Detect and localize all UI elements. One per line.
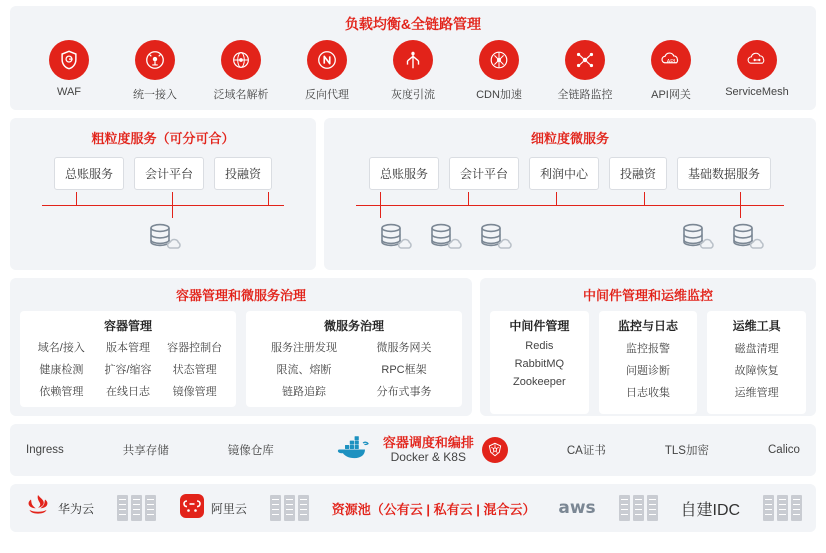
- container-governance-title: 容器管理和微服务治理: [175, 288, 306, 303]
- rack-icon: [647, 495, 658, 521]
- middleware-item[interactable]: Zookeeper: [513, 376, 566, 388]
- microservice-item[interactable]: 微服务网关: [376, 342, 432, 354]
- container-mgmt-item[interactable]: 扩容/缩容: [104, 364, 152, 376]
- top-item-label: ServiceMesh: [725, 86, 789, 98]
- top-band: [10, 6, 816, 110]
- service-chip[interactable]: 会计平台: [134, 157, 204, 190]
- microservice-item[interactable]: 服务注册发现: [271, 342, 337, 354]
- microservice-item[interactable]: 限流、熔断: [276, 364, 332, 376]
- fine-connector: [334, 192, 806, 218]
- top-item-label: WAF: [56, 86, 82, 98]
- service-chip[interactable]: 利润中心: [529, 157, 599, 190]
- rack-icon: [619, 495, 630, 521]
- container-mgmt-item[interactable]: 健康检测: [39, 364, 84, 376]
- container-mgmt-item[interactable]: 容器控制台: [167, 342, 223, 354]
- cloud-provider-huawei[interactable]: [24, 493, 94, 524]
- container-mgmt-item[interactable]: 版本管理: [105, 342, 150, 354]
- service-chip[interactable]: 总账服务: [54, 157, 124, 190]
- microservice-item[interactable]: 链路追踪: [282, 386, 326, 398]
- database-icon: [474, 220, 514, 256]
- card-title: 中间件管理: [509, 319, 570, 333]
- middleware-ops-title: 中间件管理和运维监控: [582, 288, 713, 303]
- top-item-label: 泛域名解析: [213, 89, 269, 101]
- coarse-connector: [20, 192, 306, 218]
- rack-icon: [763, 495, 774, 521]
- top-item-gray-release[interactable]: [370, 40, 456, 102]
- huawei-cloud-icon: [24, 493, 52, 524]
- fine-service-panel: [324, 118, 816, 270]
- top-item-label: CDN加速: [476, 89, 522, 101]
- database-icon: [374, 220, 414, 256]
- service-chip[interactable]: 投融资: [214, 157, 272, 190]
- middleware-item[interactable]: RabbitMQ: [514, 358, 565, 370]
- ops-item[interactable]: 运维管理: [734, 387, 779, 399]
- top-item-label: 统一接入: [133, 89, 177, 101]
- unified-access-icon: [135, 40, 175, 80]
- resource-pool-title: 资源池（公有云 | 私有云 | 混合云）: [331, 501, 536, 517]
- coarse-chip-row: [20, 157, 306, 190]
- server-racks: [619, 495, 658, 521]
- middleware-item[interactable]: Redis: [525, 340, 554, 352]
- shield-icon: [49, 40, 89, 80]
- gray-release-icon: [393, 40, 433, 80]
- database-icon: [143, 220, 183, 256]
- fine-service-title: 细粒度微服务: [530, 131, 609, 146]
- service-chip[interactable]: 基础数据服务: [677, 157, 771, 190]
- nginx-icon: [307, 40, 347, 80]
- fine-db-row: [334, 220, 806, 256]
- fine-chip-row: [334, 157, 806, 190]
- ops-item[interactable]: 故障恢复: [734, 365, 779, 377]
- server-racks: [117, 495, 156, 521]
- card-title: 运维工具: [732, 319, 781, 333]
- cloud-provider-name: 阿里云: [210, 501, 247, 516]
- microservice-governance-card: [246, 311, 462, 407]
- cloud-provider-aliyun[interactable]: [179, 493, 247, 524]
- card-title: 容器管理: [103, 319, 152, 333]
- monitoring-logs-column: [599, 311, 698, 414]
- microservice-item[interactable]: RPC框架: [381, 364, 427, 376]
- fine-db-group-left: [374, 220, 514, 256]
- container-mgmt-item[interactable]: 依赖管理: [39, 386, 84, 398]
- server-racks: [270, 495, 309, 521]
- container-mgmt-item[interactable]: 镜像管理: [172, 386, 217, 398]
- resource-pool-row: [10, 484, 816, 532]
- monitoring-item[interactable]: 监控报警: [626, 343, 670, 355]
- dns-icon: [221, 40, 261, 80]
- top-icon-row: [16, 40, 810, 102]
- self-built-idc-label: 自建IDC: [680, 501, 741, 519]
- container-mgmt-item[interactable]: 状态管理: [172, 364, 217, 376]
- cloud-provider-name: 华为云: [58, 501, 95, 516]
- top-item-label: 反向代理: [305, 89, 349, 101]
- service-chip[interactable]: 总账服务: [369, 157, 439, 190]
- top-item-unified-access[interactable]: [112, 40, 198, 102]
- top-item-api-gateway[interactable]: [628, 40, 714, 102]
- server-racks: [763, 495, 802, 521]
- ops-tools-column: [707, 311, 806, 414]
- container-mgmt-item[interactable]: 在线日志: [105, 386, 150, 398]
- orchestration-right-item[interactable]: CA证书: [566, 445, 606, 457]
- top-item-service-mesh[interactable]: [714, 40, 800, 102]
- service-chip[interactable]: 投融资: [609, 157, 667, 190]
- management-row: [10, 278, 816, 416]
- coarse-service-panel: [10, 118, 316, 270]
- middleware-management-column: [490, 311, 589, 414]
- fine-db-group-right: [676, 220, 766, 256]
- top-item-label: API网关: [651, 89, 691, 101]
- cdn-icon: [479, 40, 519, 80]
- top-item-label: 灰度引流: [391, 89, 435, 101]
- kubernetes-icon: [482, 437, 508, 463]
- top-item-reverse-proxy[interactable]: [284, 40, 370, 102]
- card-title: 微服务治理: [323, 319, 384, 333]
- orchestration-right-item[interactable]: TLS加密: [664, 445, 709, 457]
- top-item-tracing[interactable]: [542, 40, 628, 102]
- aliyun-icon: [179, 493, 205, 524]
- rack-icon: [131, 495, 142, 521]
- services-row: [10, 118, 816, 270]
- orchestration-title: 容器调度和编排: [382, 434, 474, 450]
- top-item-dns[interactable]: [198, 40, 284, 102]
- orchestration-row: [10, 424, 816, 476]
- rack-icon: [633, 495, 644, 521]
- docker-whale-icon: [333, 434, 375, 467]
- aws-logo: aws: [558, 498, 596, 518]
- orchestration-center: [333, 434, 508, 467]
- ops-item[interactable]: 磁盘清理: [734, 343, 779, 355]
- api-gateway-icon: [651, 40, 691, 80]
- top-item-cdn[interactable]: [456, 40, 542, 102]
- service-mesh-icon: [737, 40, 777, 80]
- database-icon: [676, 220, 716, 256]
- rack-icon: [270, 495, 281, 521]
- container-governance-panel: [10, 278, 472, 416]
- orchestration-left-item[interactable]: 共享存储: [122, 445, 169, 457]
- coarse-service-title: 粗粒度服务（可分可合）: [91, 131, 235, 146]
- orchestration-left-item[interactable]: Ingress: [26, 444, 64, 456]
- orchestration-subtitle: Docker & K8S: [390, 449, 466, 464]
- top-band-title: 负载均衡&全链路管理: [344, 16, 482, 32]
- coarse-db-row: [20, 220, 306, 256]
- orchestration-left-item[interactable]: 镜像仓库: [227, 445, 274, 457]
- service-chip[interactable]: 会计平台: [449, 157, 519, 190]
- container-mgmt-item[interactable]: 域名/接入: [37, 342, 85, 354]
- database-icon: [726, 220, 766, 256]
- rack-icon: [117, 495, 128, 521]
- card-title: 监控与日志: [618, 319, 679, 333]
- monitoring-item[interactable]: 问题诊断: [626, 365, 670, 377]
- rack-icon: [777, 495, 788, 521]
- microservice-item[interactable]: 分布式事务: [376, 386, 432, 398]
- rack-icon: [284, 495, 295, 521]
- container-management-card: [20, 311, 236, 407]
- orchestration-right-item[interactable]: Calico: [768, 444, 800, 456]
- rack-icon: [298, 495, 309, 521]
- top-item-label: 全链路监控: [557, 89, 613, 101]
- tracing-icon: [565, 40, 605, 80]
- top-item-waf[interactable]: [26, 40, 112, 102]
- middleware-ops-panel: [480, 278, 816, 416]
- rack-icon: [791, 495, 802, 521]
- database-icon: [424, 220, 464, 256]
- rack-icon: [145, 495, 156, 521]
- monitoring-item[interactable]: 日志收集: [626, 387, 670, 399]
- svg-text:API: API: [666, 58, 676, 65]
